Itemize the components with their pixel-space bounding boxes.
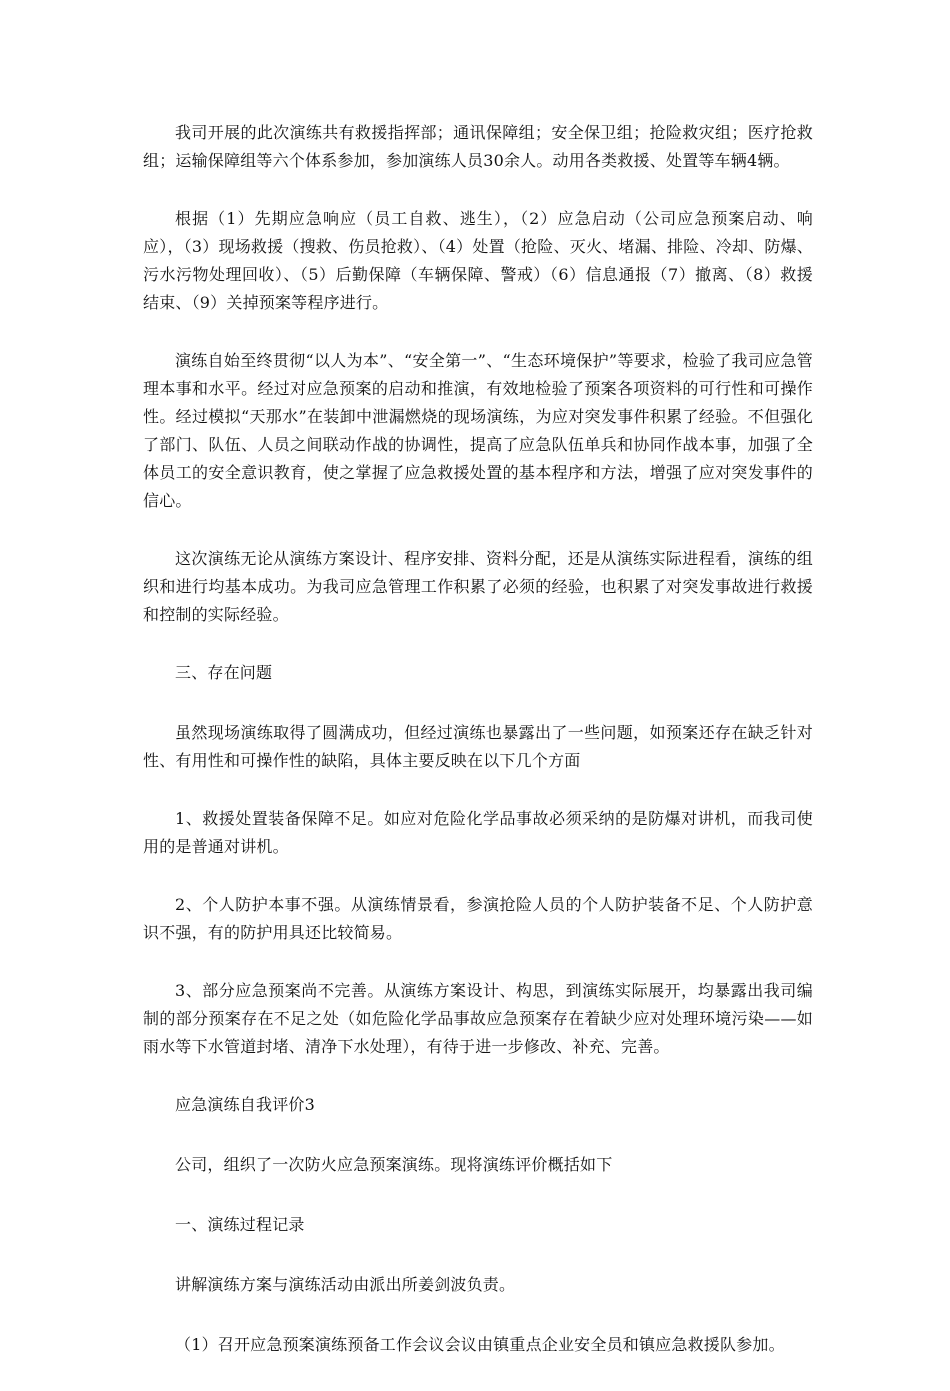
problem-item-3: 3、部分应急预案尚不完善。从演练方案设计、构思，到演练实际展开，均暴露出我司编制的部分预案存在不足之处（如危险化学品事故应急预案存在着缺少应对处理环境污染——如雨水等下水管道封堵、清净下水处理），有待于进一步修改、补充、完善。 [143,981,813,1056]
paragraph-briefing: 讲解演练方案与演练活动由派出所姜剑波负责。 [175,1275,516,1294]
paragraph-success: 这次演练无论从演练方案设计、程序安排、资料分配，还是从演练实际进程看，演练的组织和进行均基本成功。为我司应急管理工作积累了必须的经验，也积累了对突发事故进行救援和控制的实际经验。 [143,549,813,624]
paragraph-evaluation: 演练自始至终贯彻“以人为本”、“安全第一”、“生态环境保护”等要求，检验了我司应急管理本事和水平。经过对应急预案的启动和推演，有效地检验了预案各项资料的可行性和可操作性。经过模拟“天那水”在装卸中泄漏燃烧的现场演练，为应对突发事件积累了经验。不但强化了部门、队伍、人员之间联动作战的协调性，提高了应急队伍单兵和协同作战本事，加强了全体员工的安全意识教育，使之掌握了应急救援处置的基本程序和方法，增强了应对突发事件的信心。 [143,351,813,510]
paragraph-participants: 我司开展的此次演练共有救援指挥部；通讯保障组；安全保卫组；抢险救灾组；医疗抢救组；运输保障组等六个体系参加，参加演练人员30余人。动用各类救援、处置等车辆4辆。 [143,123,813,170]
section-heading-problems: 三、存在问题 [175,663,273,682]
paragraph-meeting: （1）召开应急预案演练预备工作会议会议由镇重点企业安全员和镇应急救援队参加。 [175,1335,785,1354]
paragraph-problems-intro: 虽然现场演练取得了圆满成功，但经过演练也暴露出了一些问题，如预案还存在缺乏针对性、有用性和可操作性的缺陷，具体主要反映在以下几个方面 [143,723,813,770]
problem-item-2: 2、个人防护本事不强。从演练情景看，参演抢险人员的个人防护装备不足、个人防护意识不强，有的防护用具还比较简易。 [143,895,813,942]
section-title-self-evaluation-3: 应急演练自我评价3 [175,1095,315,1114]
section-heading-process-record: 一、演练过程记录 [175,1215,305,1234]
problem-item-1: 1、救援处置装备保障不足。如应对危险化学品事故必须采纳的是防爆对讲机，而我司使用的是普通对讲机。 [143,809,813,856]
paragraph-drill-summary: 公司，组织了一次防火应急预案演练。现将演练评价概括如下 [175,1155,613,1174]
paragraph-procedure: 根据（1）先期应急响应（员工自救、逃生），（2）应急启动（公司应急预案启动、响应），（3）现场救援（搜救、伤员抢救）、（4）处置（抢险、灭火、堵漏、排险、冷却、防爆、污水污物处理回收）、（5）后勤保障（车辆保障、警戒）（6）信息通报（7）撤离、（8）救援结束、（9）关掉预案等程序进行。 [143,209,813,312]
document-body [143,119,813,1391]
